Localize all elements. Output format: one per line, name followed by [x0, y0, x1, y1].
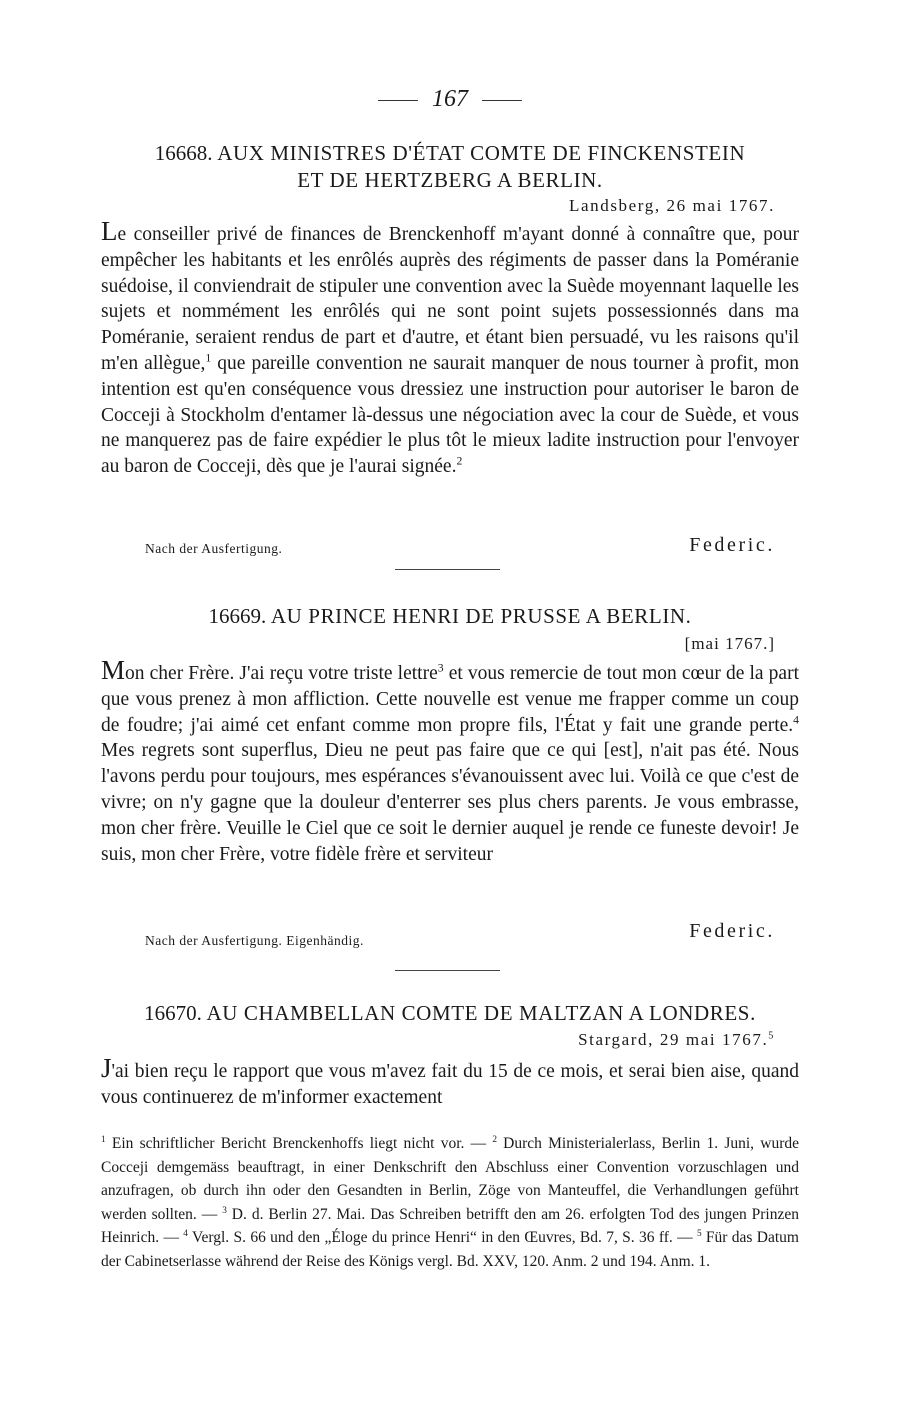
dateline-16668: Landsberg, 26 mai 1767. — [569, 196, 775, 215]
heading-line-2: ET DE HERTZBERG A BERLIN. — [297, 168, 603, 192]
footnote-mark-4: 4 — [183, 1229, 188, 1240]
letter-number: 16669. — [208, 604, 267, 628]
footnote-ref-1[interactable]: 1 — [205, 351, 212, 365]
drop-initial: M — [101, 655, 126, 685]
page-number: 167 — [432, 86, 468, 112]
footnote-mark-3: 3 — [222, 1205, 227, 1216]
page-number-dash-right — [482, 100, 522, 101]
dateline-16669: [mai 1767.] — [684, 634, 775, 653]
footnote-3: D. d. Berlin 27. Mai. Das Schreiben betrifft den am 26. erfolgten Tod des jungen Prinzen Heinrich. — — [101, 1205, 799, 1247]
page-number-line — [0, 86, 900, 113]
source-note-16669: Nach der Ausfertigung. Eigenhändig. — [145, 933, 364, 948]
letter-body-16670 — [101, 1053, 799, 1111]
letter-body-16669 — [101, 655, 799, 867]
letter-number: 16668. — [154, 141, 213, 165]
footnote-1: Ein schriftlicher Bericht Brenckenhoffs liegt nicht vor. — — [105, 1135, 493, 1152]
section-divider — [395, 569, 500, 570]
body-text: on cher Frère. J'ai reçu votre triste lettre — [125, 663, 438, 684]
footnote-4: Vergl. S. 66 und den „Éloge du prince Henri“ in den Œuvres, Bd. 7, S. 36 ff. — — [187, 1229, 697, 1247]
signature-16668: Federic. — [689, 534, 775, 556]
dateline-16670 — [578, 1030, 775, 1050]
footnote-ref-2[interactable]: 2 — [456, 454, 463, 468]
body-text: 'ai bien reçu le rapport que vous m'avez fait du 15 de ce mois, et serai bien aise, quand vous continuerez de m'informer exactement — [101, 1061, 799, 1108]
body-text-cont: et vous remercie de tout mon cœur de la part que vous prenez à mon affliction. Cette nouvelle est venue me frapper comme un coup de foudre; j'ai aimé cet enfant comme mon propre fils, l'État y fait une grande perte. — [101, 663, 799, 736]
body-text: e conseiller privé de finances de Brenckenhoff m'ayant donné à connaître que, pour empêcher les habitants et les enrôlés auprès des régiments de passer dans la Poméranie suédoise, il conviendrait de stipuler une convention avec la Suède moyennant laquelle les sujets et nommément les enrôlés qui ne sont point sujets possessionnés dans ma Poméranie, seraient rendus de part et d'autre, et étant bien persuadé, vu les raisons qu'il m'en allègue, — [101, 224, 799, 374]
footnote-ref-3[interactable]: 3 — [437, 661, 444, 675]
heading-text: AUX MINISTRES D'ÉTAT COMTE DE FINCKENSTEIN — [217, 141, 746, 165]
footnote-5: Für das Datum der Cabinetserlasse während der Reise des Königs vergl. Bd. XXV, 120. Anm. 2 und 194. Anm. 1. — [101, 1229, 799, 1270]
letter-body-16668 — [101, 216, 799, 480]
footnote-mark-2: 2 — [492, 1134, 497, 1145]
footnotes — [101, 1132, 799, 1274]
signature-16669: Federic. — [689, 920, 775, 942]
page-number-dash-left — [378, 100, 418, 101]
heading-text: AU CHAMBELLAN COMTE DE MALTZAN A LONDRES. — [206, 1001, 756, 1025]
letter-heading-16669 — [100, 603, 800, 630]
body-text-cont-2: Mes regrets sont superflus, Dieu ne peut pas faire que ce qui [est], n'ait pas été. Nous l'avons perdu pour toujours, mes espérances s'évanouissent avec lui. Voilà ce que c'est de vivre; on n'y gagne que la douleur d'enterrer ses plus chers parents. Je vous embrasse, mon cher frère. Veuille le Ciel que ce soit le dernier auquel je rende ce funeste devoir! Je suis, mon cher Frère, votre fidèle frère et serviteur — [101, 740, 799, 865]
drop-initial: L — [101, 216, 118, 246]
footnote-ref-5[interactable]: 5 — [768, 1030, 775, 1042]
drop-initial: J — [101, 1053, 112, 1083]
source-note-16668: Nach der Ausfertigung. — [145, 541, 283, 556]
heading-text: AU PRINCE HENRI DE PRUSSE A BERLIN. — [270, 604, 692, 628]
heading-line-1 — [100, 603, 800, 630]
footnote-mark-5: 5 — [696, 1229, 702, 1240]
footnote-2: Durch Ministerialerlass, Berlin 1. Juni, wurde Cocceji demgemäss beauftragt, in einer Denkschrift den Abschluss einer Convention vorzuschlagen und anzufragen, ob durch ihn oder den Gesandten in Berlin, Zöge von Manteuffel, die Verhandlungen geführt werden sollten. — — [101, 1135, 799, 1223]
heading-line-1 — [100, 1000, 800, 1027]
heading-line-1 — [100, 140, 800, 167]
letter-heading-16670 — [100, 1000, 800, 1027]
footnote-mark-1: 1 — [101, 1134, 106, 1145]
letter-number: 16670. — [144, 1001, 202, 1025]
letter-heading-16668 — [100, 140, 800, 194]
body-text-cont: que pareille convention ne saurait manquer de nous tourner à profit, mon intention est qu'en conséquence vous dressiez une instruction pour autoriser le baron de Cocceji à Stockholm d'entamer là-dessus une négociation avec la cour de Suède, et vous ne manquerez pas de faire expédier le plus tôt le mieux ladite instruction pour l'envoyer au baron de Cocceji, dès que je l'aurai signée. — [101, 352, 799, 478]
footnote-ref-4[interactable]: 4 — [793, 713, 799, 727]
dateline-text: Stargard, 29 mai 1767. — [578, 1030, 769, 1049]
section-divider — [395, 970, 500, 971]
